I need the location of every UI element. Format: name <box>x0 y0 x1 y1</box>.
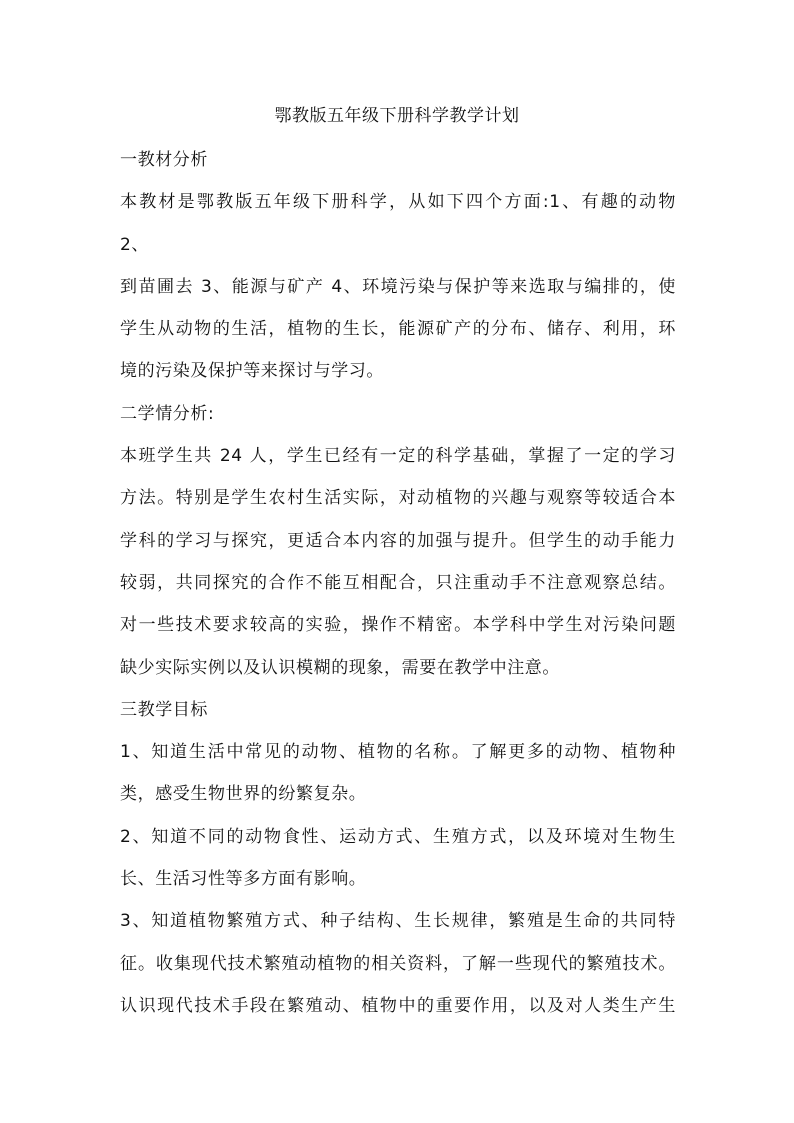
paragraph-line: 本班学生共 24 人，学生已经有一定的科学基础，掌握了一定的学习 <box>120 446 676 466</box>
paragraph-line: 学生从动物的生活，植物的生长，能源矿产的分布、储存、利用，环 <box>120 319 676 339</box>
paragraph-line: 较弱，共同探究的合作不能互相配合，只注重动手不注意观察总结。 <box>120 573 676 593</box>
paragraph-line: 类，感受生物世界的纷繁复杂。 <box>120 784 367 804</box>
paragraph-line: 认识现代技术手段在繁殖动、植物中的重要作用，以及对人类生产生 <box>120 996 676 1016</box>
paragraph-line: 方法。特别是学生农村生活实际，对动植物的兴趣与观察等较适合本 <box>120 488 676 508</box>
paragraph-line: 长、生活习性等多方面有影响。 <box>120 869 367 889</box>
document-title: 鄂教版五年级下册科学教学计划 <box>274 106 520 126</box>
paragraph-line: 学科的学习与探究，更适合本内容的加强与提升。但学生的动手能力 <box>120 531 676 551</box>
paragraph-line: 征。收集现代技术繁殖动植物的相关资料，了解一些现代的繁殖技术。 <box>120 954 676 974</box>
section-heading-student-analysis: 二学情分析: <box>120 404 215 424</box>
paragraph-line: 2、知道不同的动物食性、运动方式、生殖方式，以及环境对生物生 <box>120 827 676 847</box>
paragraph-line: 1、知道生活中常见的动物、植物的名称。了解更多的动物、植物种 <box>120 742 676 762</box>
paragraph-line: 本教材是鄂教版五年级下册科学，从如下四个方面:1、有趣的动物 <box>120 192 676 212</box>
section-heading-textbook-analysis: 一教材分析 <box>120 150 208 170</box>
paragraph-line: 到苗圃去 3、能源与矿产 4、环境污染与保护等来选取与编排的，使 <box>120 277 676 297</box>
section-heading-teaching-goals: 三教学目标 <box>120 700 208 720</box>
paragraph-line: 3、知道植物繁殖方式、种子结构、生长规律，繁殖是生命的共同特 <box>120 911 676 931</box>
paragraph-line: 对一些技术要求较高的实验，操作不精密。本学科中学生对污染问题 <box>120 615 676 635</box>
paragraph-line: 境的污染及保护等来探讨与学习。 <box>120 361 384 381</box>
paragraph-line: 缺少实际实例以及认识模糊的现象，需要在教学中注意。 <box>120 658 560 678</box>
paragraph-line: 2、 <box>120 235 150 255</box>
